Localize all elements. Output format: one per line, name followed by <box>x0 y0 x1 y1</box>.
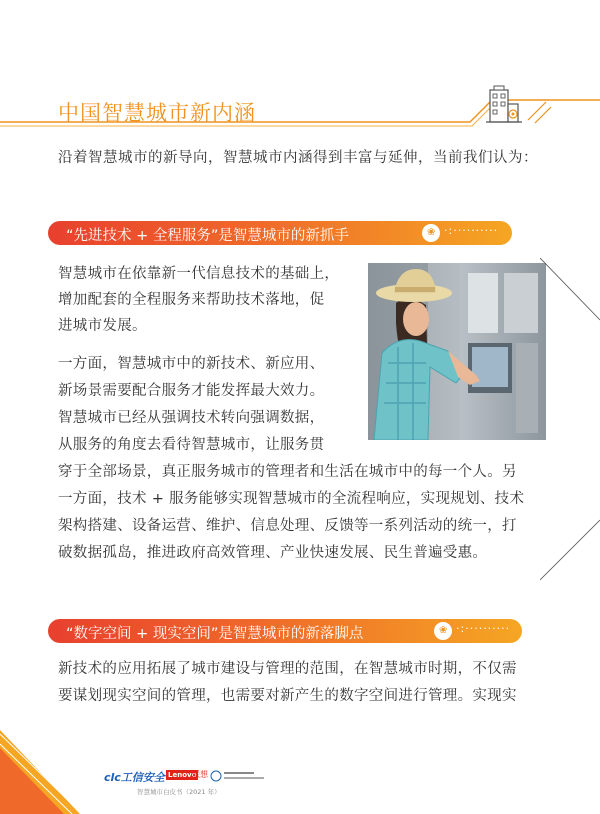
body-line: 新场景需要配合服务才能发挥最大效力。 <box>58 383 325 399</box>
body-line: 破数据孤岛，推进政府高效管理、产业快速发展、民生普遍受惠。 <box>58 545 488 561</box>
kiosk-photo <box>368 263 546 440</box>
section-dots-decoration: ·:·········· <box>456 622 511 635</box>
body-line: 智慧城市已经从强调技术转向强调数据， <box>58 410 325 426</box>
section-bulb-icon: ❀ <box>434 622 452 640</box>
body-line: 架构搭建、设备运营、维护、信息处理、反馈等一系列活动的统一，打 <box>58 518 517 534</box>
section-1-title: “先进技术 + 全程服务”是智慧城市的新抓手 <box>66 228 349 244</box>
footer-caption: 智慧城市白皮书（2021 年） <box>137 788 221 796</box>
lenovo-logo: Lenovo <box>168 771 197 779</box>
body-line: 要谋划现实空间的管理，也需要对新产生的数字空间进行管理。实现实 <box>58 688 517 704</box>
page-title: 中国智慧城市新内涵 <box>58 101 256 125</box>
body-line: 一方面，智慧城市中的新技术、新应用、 <box>58 356 325 372</box>
section-2-header <box>48 619 522 643</box>
section-dots-decoration: ·:·········· <box>444 224 499 237</box>
body-line: 进城市发展。 <box>58 318 147 334</box>
section-1-header <box>48 221 512 245</box>
page-number: 21 <box>44 753 61 767</box>
lenovo-cn-logo: 联想 <box>192 770 208 779</box>
body-line: 穿于全部场景，真正服务城市的管理者和生活在城市中的每一个人。另 <box>58 464 517 480</box>
body-line: 从服务的角度去看待智慧城市，让服务贯 <box>58 437 325 453</box>
institute-logo <box>210 769 294 783</box>
body-line: 增加配套的全程服务来帮助技术落地，促 <box>58 292 325 308</box>
city-building-icon <box>484 84 524 126</box>
footer-corner-decoration <box>0 700 140 814</box>
cic-logo: clc工信安全 <box>104 771 165 784</box>
body-line: 一方面，技术 + 服务能够实现智慧城市的全流程响应，实现规划、技术 <box>58 491 525 507</box>
section-2-title: “数字空间 + 现实空间”是智慧城市的新落脚点 <box>66 626 364 642</box>
body-line: 新技术的应用拓展了城市建设与管理的范围，在智慧城市时期，不仅需 <box>58 661 517 677</box>
side-decoration-lines <box>540 258 600 598</box>
body-line: 智慧城市在依靠新一代信息技术的基础上， <box>58 266 340 282</box>
intro-text: 沿着智慧城市的新导向，智慧城市内涵得到丰富与延伸，当前我们认为： <box>58 150 538 166</box>
section-bulb-icon: ❀ <box>422 224 440 242</box>
